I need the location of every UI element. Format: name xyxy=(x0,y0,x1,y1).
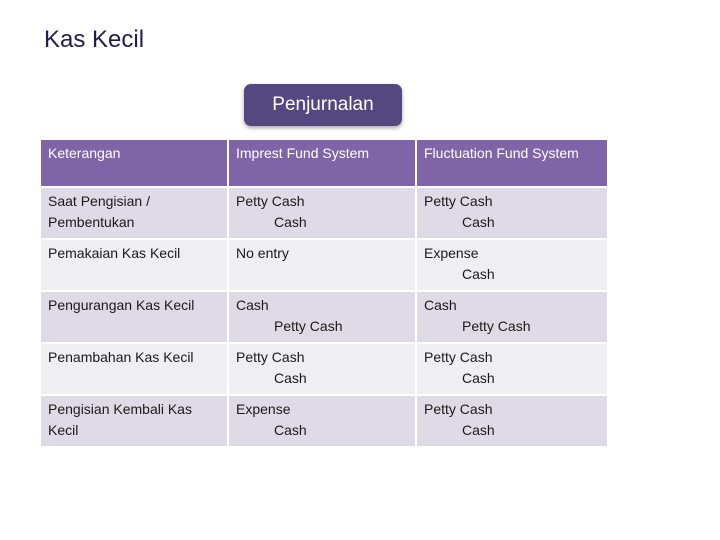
table-row xyxy=(41,344,607,394)
row-label: Saat Pengisian / Pembentukan xyxy=(41,188,227,238)
table-header-row xyxy=(41,140,607,186)
table-row xyxy=(41,240,607,290)
row-label: Pemakaian Kas Kecil xyxy=(41,240,227,290)
header-keterangan: Keterangan xyxy=(41,140,227,186)
credit-account: Cash xyxy=(274,214,307,230)
fluctuation-entry xyxy=(417,396,607,446)
fluctuation-entry xyxy=(417,240,607,290)
fluctuation-entry xyxy=(417,292,607,342)
debit-account: Petty Cash xyxy=(424,349,493,365)
row-label: Penambahan Kas Kecil xyxy=(41,344,227,394)
fluctuation-entry xyxy=(417,188,607,238)
credit-account: Cash xyxy=(274,370,307,386)
table-row xyxy=(41,396,607,446)
credit-account: Cash xyxy=(462,266,495,282)
header-fluctuation-fund-system: Fluctuation Fund System xyxy=(417,140,607,186)
row-label: Pengisian Kembali Kas Kecil xyxy=(41,396,227,446)
slide-title: Kas Kecil xyxy=(44,26,145,53)
debit-account: Expense xyxy=(236,401,291,417)
imprest-entry xyxy=(229,396,415,446)
credit-account: Petty Cash xyxy=(462,318,531,334)
debit-account: Petty Cash xyxy=(424,193,493,209)
credit-account: Petty Cash xyxy=(274,318,343,334)
row-label: Pengurangan Kas Kecil xyxy=(41,292,227,342)
debit-account: No entry xyxy=(236,245,289,261)
debit-account: Cash xyxy=(236,297,269,313)
debit-account: Petty Cash xyxy=(236,193,305,209)
fluctuation-entry xyxy=(417,344,607,394)
debit-account: Petty Cash xyxy=(424,401,493,417)
credit-account: Cash xyxy=(462,422,495,438)
credit-account: Cash xyxy=(462,370,495,386)
debit-account: Expense xyxy=(424,245,479,261)
imprest-entry xyxy=(229,240,415,290)
penjurnalan-badge: Penjurnalan xyxy=(244,84,402,126)
table-row xyxy=(41,292,607,342)
imprest-entry xyxy=(229,344,415,394)
header-imprest-fund-system: Imprest Fund System xyxy=(229,140,415,186)
journal-table xyxy=(39,138,609,448)
imprest-entry xyxy=(229,292,415,342)
credit-account: Cash xyxy=(462,214,495,230)
credit-account: Cash xyxy=(274,422,307,438)
debit-account: Cash xyxy=(424,297,457,313)
table-row xyxy=(41,188,607,238)
debit-account: Petty Cash xyxy=(236,349,305,365)
imprest-entry xyxy=(229,188,415,238)
